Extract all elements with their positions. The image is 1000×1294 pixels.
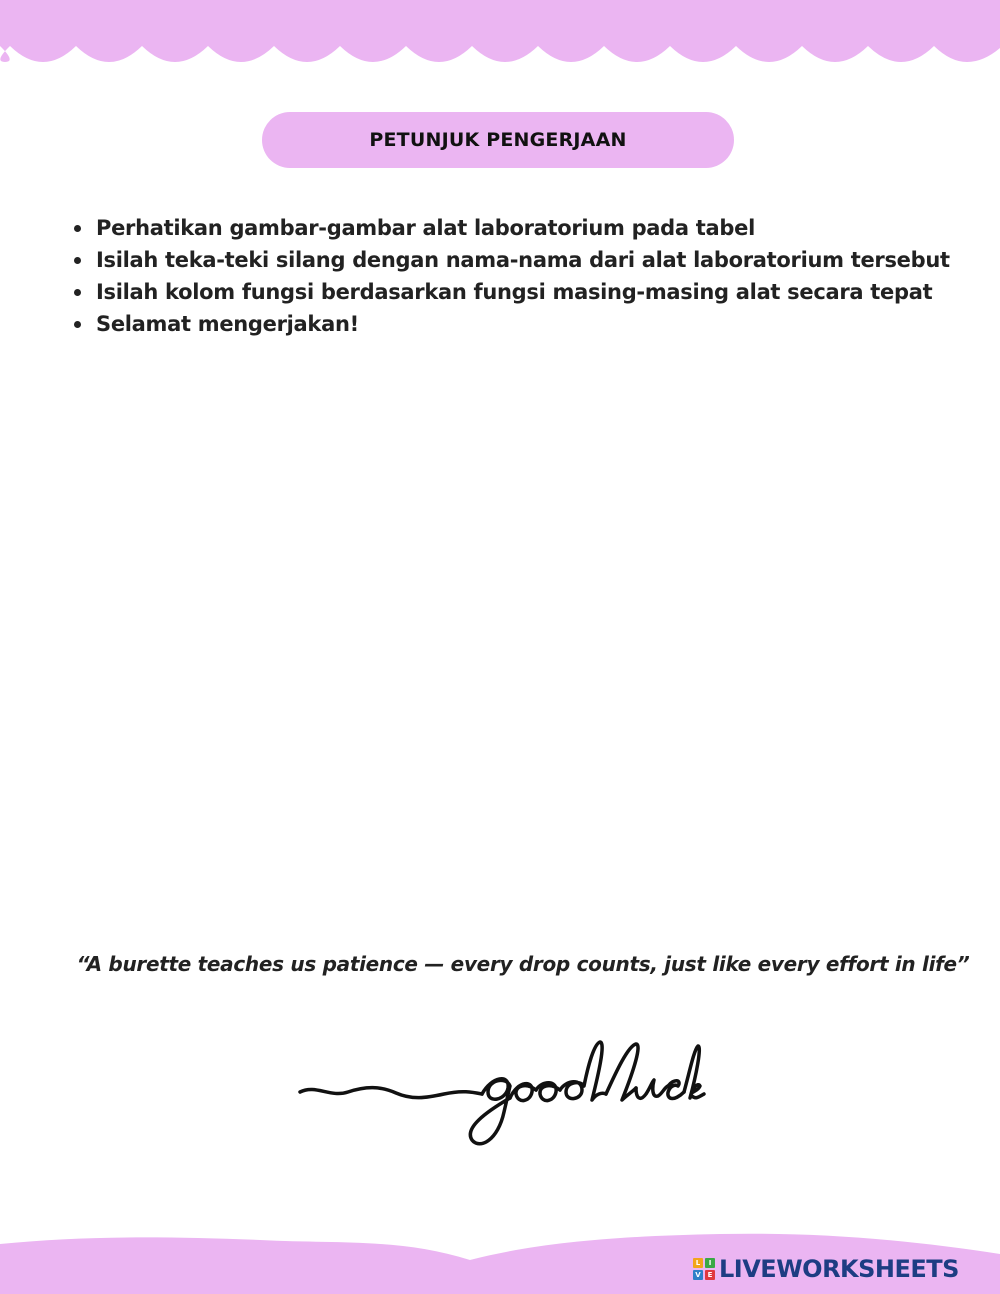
top-wave-decoration — [0, 0, 1000, 70]
bullet-icon — [74, 257, 81, 264]
instruction-text: Isilah kolom fungsi berdasarkan fungsi masing-masing alat secara tepat — [96, 280, 933, 304]
list-item — [72, 308, 972, 340]
bullet-icon — [74, 225, 81, 232]
logo-blocks-icon: L I V E — [693, 1258, 715, 1280]
instruction-text: Perhatikan gambar-gambar alat laboratorium pada tabel — [96, 216, 755, 240]
bullet-icon — [74, 321, 81, 328]
bullet-icon — [74, 289, 81, 296]
instruction-text: Selamat mengerjakan! — [96, 312, 359, 336]
liveworksheets-logo — [693, 1254, 959, 1284]
list-item — [72, 212, 972, 244]
instruction-text: Isilah teka-teki silang dengan nama-nama dari alat laboratorium tersebut — [96, 248, 950, 272]
quote-text: “A burette teaches us patience — every drop counts, just like every effort in life” — [76, 952, 970, 976]
logo-text: LIVEWORKSHEETS — [719, 1255, 959, 1283]
instruction-list — [72, 212, 972, 340]
page-title: PETUNJUK PENGERJAAN — [262, 112, 734, 168]
good-luck-signature — [296, 1036, 706, 1156]
list-item — [72, 244, 972, 276]
list-item — [72, 276, 972, 308]
